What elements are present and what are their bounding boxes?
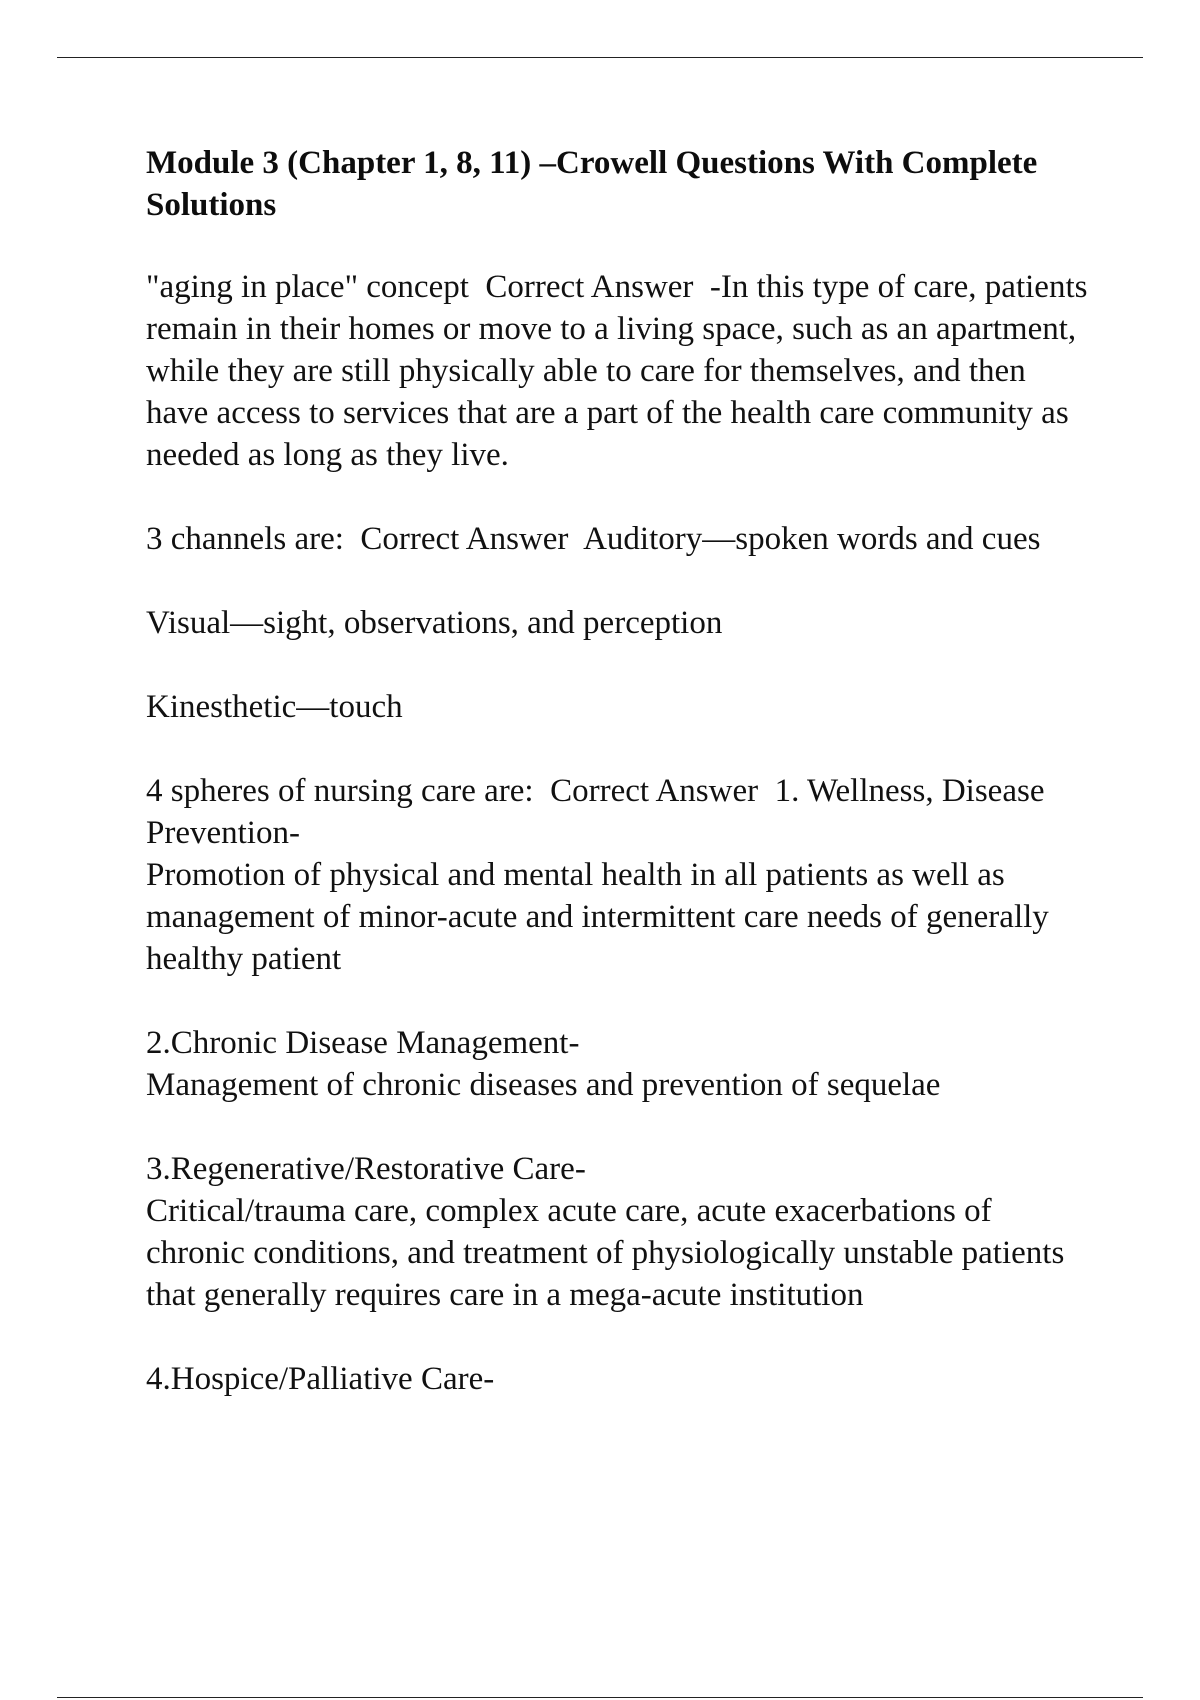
qa-text: 2.Chronic Disease Management- Management of chronic diseases and prevention of sequelae bbox=[146, 1025, 941, 1103]
qa-text: 3.Regenerative/Restorative Care- Critical/trauma care, complex acute care, acute exacerbations of chronic conditions, and treatment of physiologically unstable patients that generally requires care in a mega-acute institution bbox=[146, 1151, 1065, 1313]
document-title: Module 3 (Chapter 1, 8, 11) –Crowell Questions With Complete Solutions bbox=[146, 145, 1038, 223]
qa-list bbox=[146, 266, 1096, 1400]
qa-entry-four-spheres bbox=[146, 770, 1091, 1400]
document-body bbox=[146, 142, 1096, 1442]
qa-text: 4 spheres of nursing care are: Correct Answer 1. Wellness, Disease Prevention- Promotion of physical and mental health in all patients as well as management of minor-acute and intermittent care needs of generally healthy patient bbox=[146, 773, 1049, 977]
qa-text: Visual—sight, observations, and perception bbox=[146, 605, 723, 641]
bottom-rule bbox=[57, 1697, 1143, 1698]
qa-entry-aging-in-place bbox=[146, 266, 1096, 476]
qa-text: "aging in place" concept Correct Answer -In this type of care, patients remain in their homes or move to a living space, such as an apartment, while they are still physically able to care for themselves, and then have access to services that are a part of the health care community as needed as long as they live. bbox=[146, 269, 1096, 473]
qa-text: 4.Hospice/Palliative Care- bbox=[146, 1361, 495, 1397]
qa-entry-three-channels bbox=[146, 518, 1091, 728]
qa-text: Kinesthetic—touch bbox=[146, 689, 403, 725]
qa-text: 3 channels are: Correct Answer Auditory—spoken words and cues bbox=[146, 521, 1041, 557]
top-rule bbox=[57, 57, 1143, 58]
